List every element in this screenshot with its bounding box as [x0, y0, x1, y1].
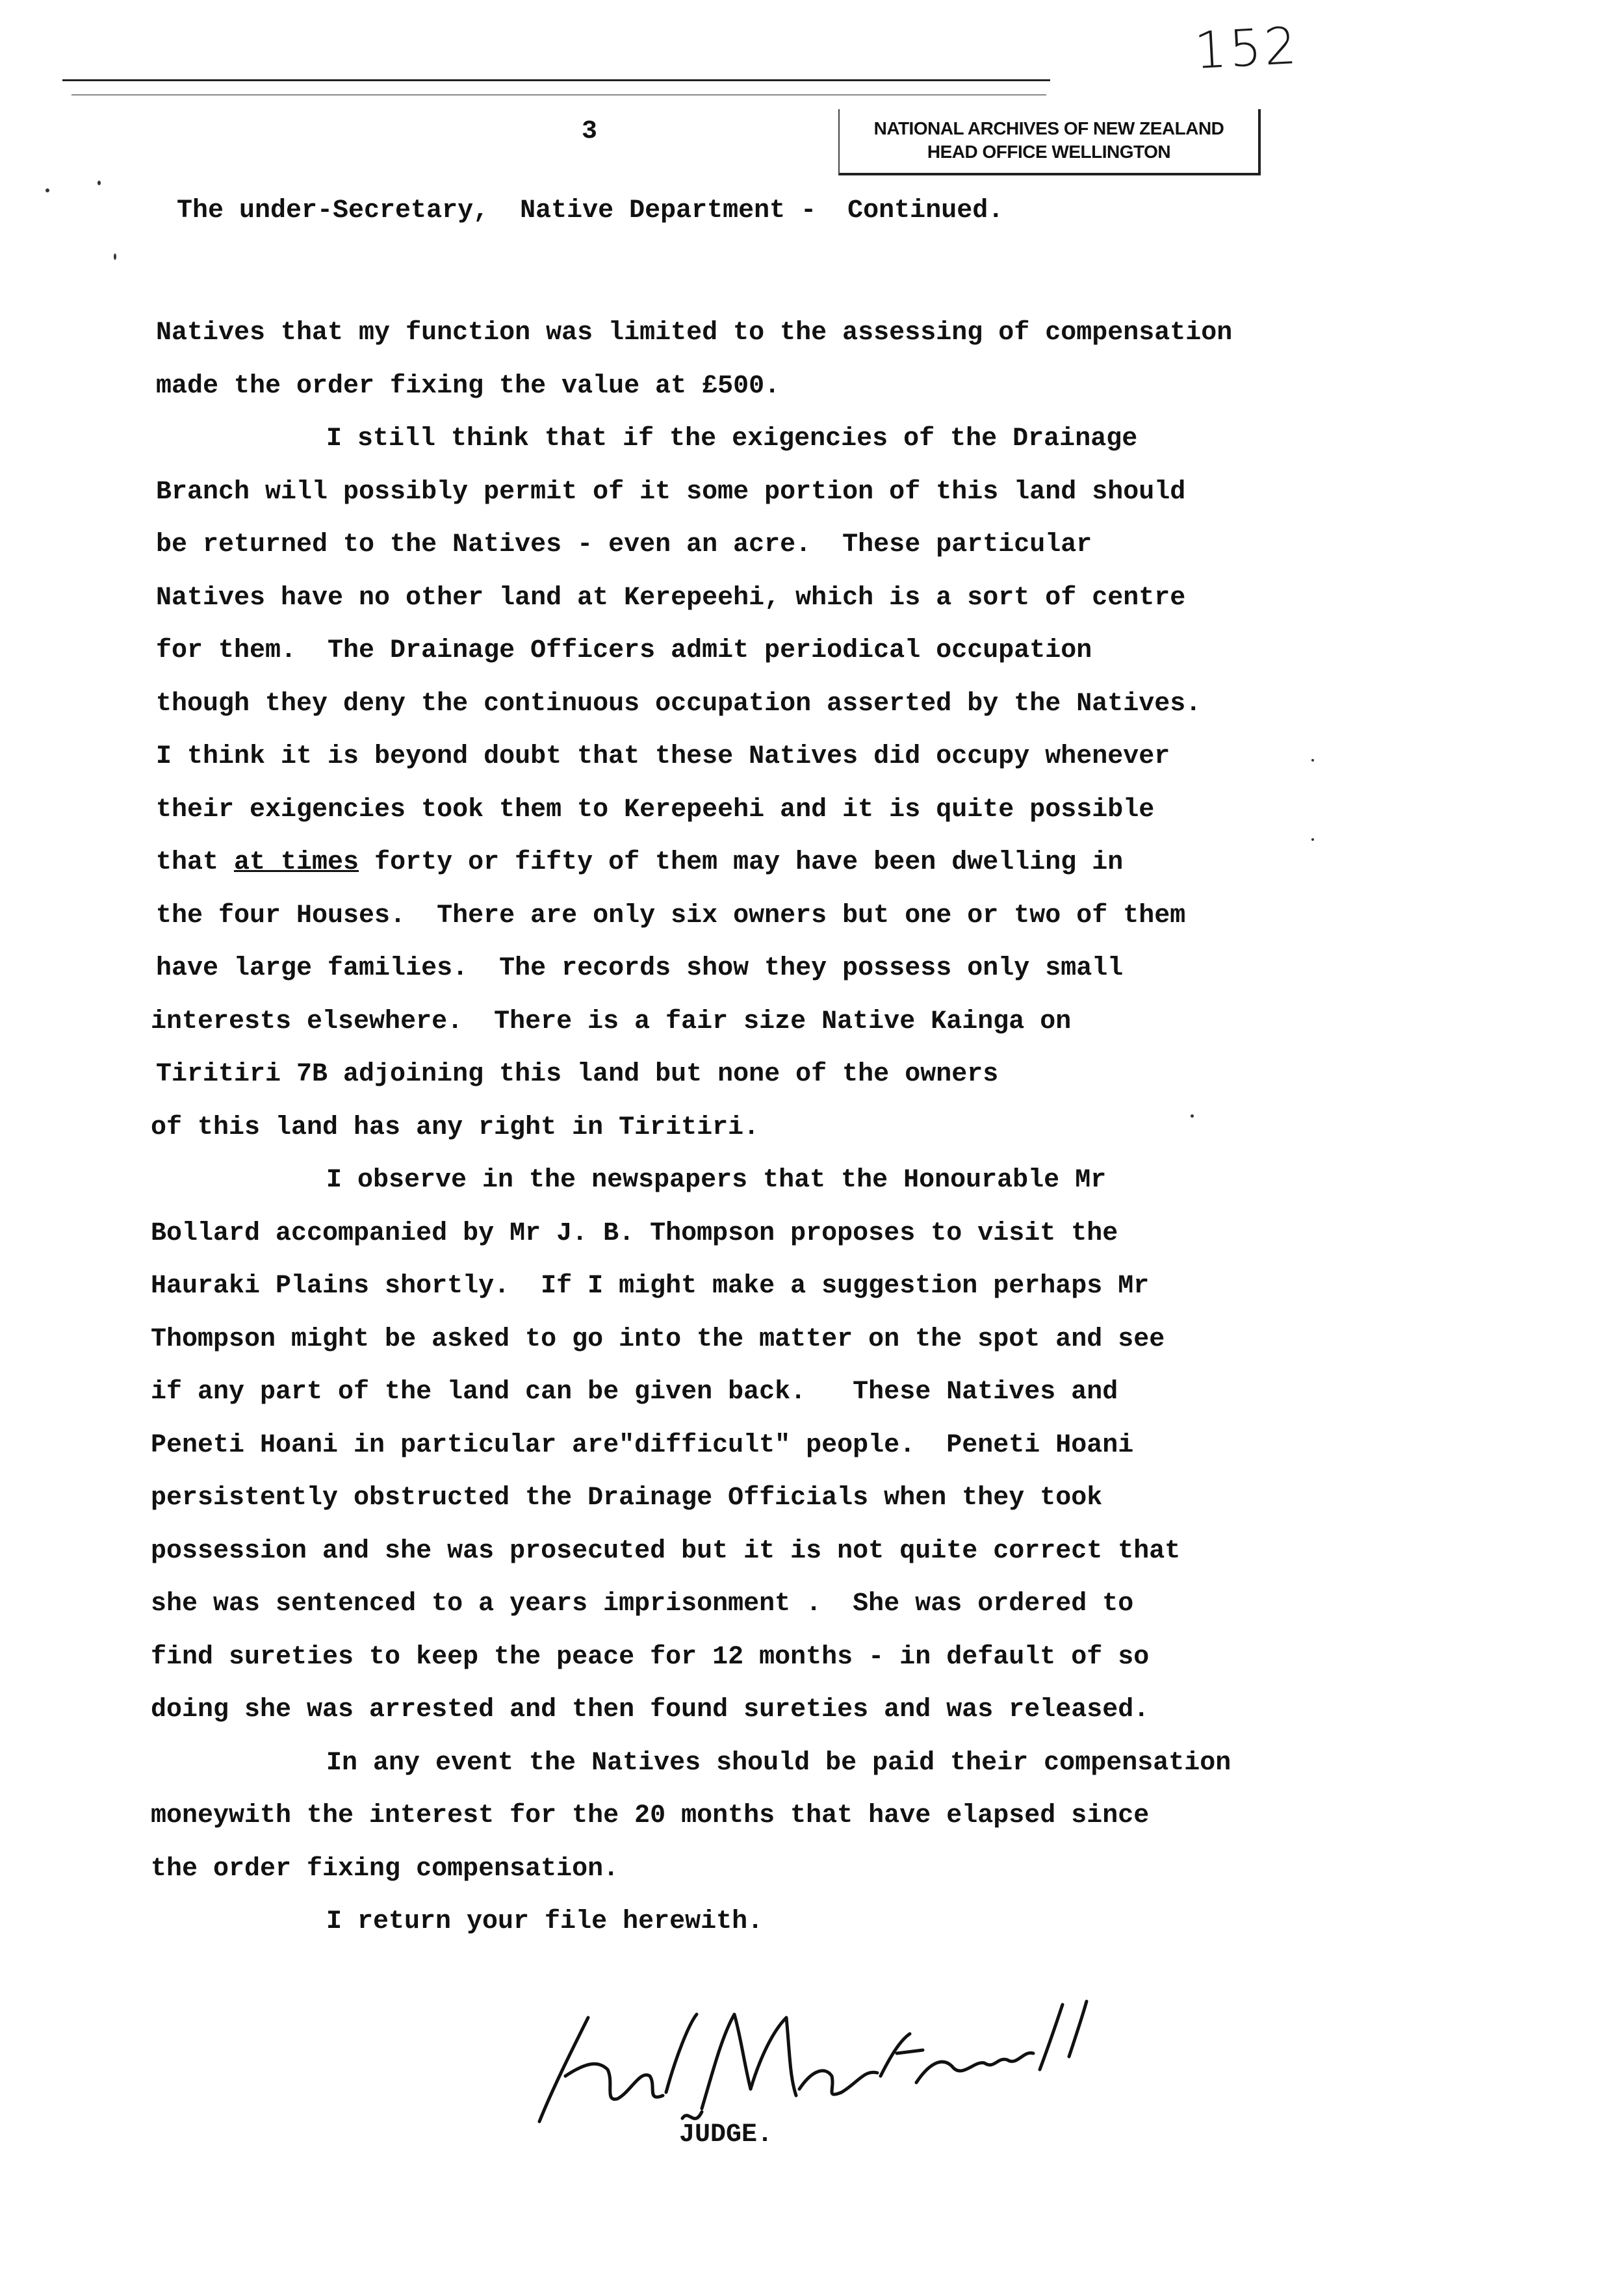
scan-speck — [1311, 838, 1314, 841]
body-line-segment: that — [156, 848, 235, 877]
archive-stamp — [838, 109, 1261, 175]
archive-stamp-line2: HEAD OFFICE WELLINGTON — [927, 142, 1171, 162]
body-line: I think it is beyond doubt that these Natives did occupy whenever — [156, 742, 1170, 771]
body-line: doing she was arrested and then found sureties and was released. — [151, 1695, 1150, 1725]
body-line: Branch will possibly permit of it some portion of this land should — [156, 477, 1186, 507]
body-line: she was sentenced to a years imprisonment . She was ordered to — [151, 1589, 1134, 1619]
archive-stamp-line1: NATIONAL ARCHIVES OF NEW ZEALAND — [873, 118, 1224, 138]
body-line: of this land has any right in Tiritiri. — [151, 1112, 760, 1142]
letter-heading: The under-Secretary, Native Department - Continued. — [177, 196, 1004, 225]
body-line: persistently obstructed the Drainage Officials when they took — [151, 1483, 1103, 1513]
scan-speck — [45, 188, 49, 192]
body-line: find sureties to keep the peace for 12 months - in default of so — [151, 1642, 1150, 1672]
top-rule — [62, 79, 1050, 81]
signatory-title: JUDGE. — [679, 2120, 773, 2149]
body-line: moneywith the interest for the 20 months that have elapsed since — [151, 1801, 1150, 1830]
letter-body — [151, 307, 1521, 1949]
top-rule-secondary — [71, 94, 1046, 96]
body-line: I return your file herewith. — [326, 1907, 764, 1936]
scan-speck — [1311, 759, 1314, 762]
body-line: if any part of the land can be given back. These Natives and — [151, 1378, 1118, 1407]
body-line — [156, 836, 1521, 890]
folio-number: 152 — [1192, 16, 1301, 81]
body-line: Thompson might be asked to go into the matter on the spot and see — [151, 1324, 1165, 1354]
body-line: their exigencies took them to Kerepeehi and it is quite possible — [156, 795, 1155, 825]
body-line: interests elsewhere. There is a fair size Native Kainga on — [151, 1007, 1072, 1036]
body-line: Hauraki Plains shortly. If I might make a suggestion perhaps Mr — [151, 1272, 1150, 1301]
body-line: be returned to the Natives - even an acre. These particular — [156, 530, 1092, 559]
scan-speck — [114, 253, 116, 260]
body-line: Natives that my function was limited to the assessing of compensation — [156, 318, 1233, 348]
body-line: the four Houses. There are only six owners but one or two of them — [156, 901, 1186, 930]
scan-speck — [1191, 1114, 1194, 1118]
body-line: I still think that if the exigencies of the Drainage — [326, 424, 1138, 454]
body-line: Bollard accompanied by Mr J. B. Thompson proposes to visit the — [151, 1218, 1118, 1248]
body-line: possession and she was prosecuted but it is not quite correct that — [151, 1536, 1181, 1566]
underlined-phrase: at times — [234, 848, 359, 877]
body-line: for them. The Drainage Officers admit periodical occupation — [156, 636, 1092, 665]
body-line: In any event the Natives should be paid their compensation — [326, 1748, 1231, 1778]
body-line: have large families. The records show they possess only small — [156, 954, 1124, 983]
body-line-segment: forty or fifty of them may have been dwelling in — [359, 848, 1124, 877]
scan-speck — [97, 181, 101, 185]
body-line: Tiritiri 7B adjoining this land but none of the owners — [156, 1060, 999, 1089]
page-number: 3 — [582, 117, 598, 146]
body-line: though they deny the continuous occupation asserted by the Natives. — [156, 689, 1202, 719]
body-line: the order fixing compensation. — [151, 1854, 619, 1884]
body-line: made the order fixing the value at £500. — [156, 371, 780, 401]
handwritten-signature — [526, 1979, 1092, 2135]
body-line: Natives have no other land at Kerepeehi, which is a sort of centre — [156, 583, 1186, 613]
body-line: Peneti Hoani in particular are"difficult" people. Peneti Hoani — [151, 1430, 1134, 1460]
body-line: I observe in the newspapers that the Honourable Mr — [326, 1166, 1107, 1195]
